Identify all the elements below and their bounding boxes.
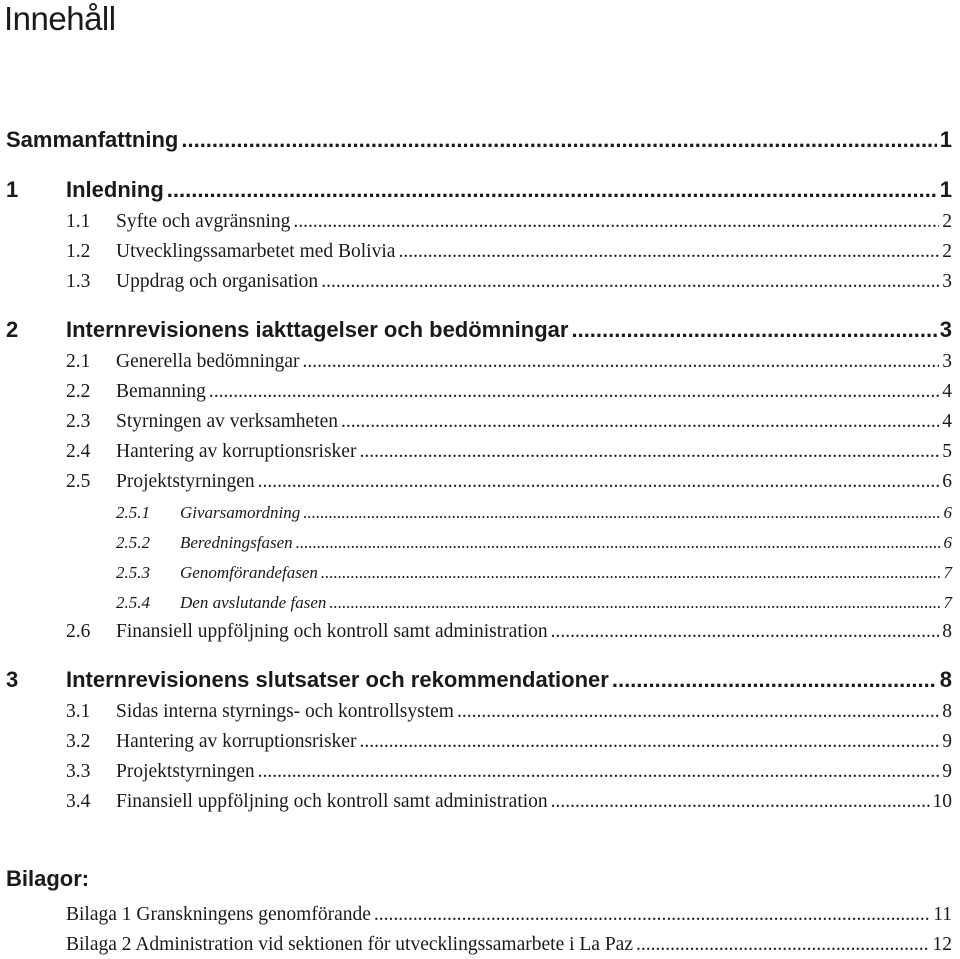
toc-entry-label: Den avslutande fasen xyxy=(180,593,327,612)
toc-leader-dots xyxy=(612,669,937,691)
toc-entry-2-2[interactable] xyxy=(0,371,960,401)
toc-leader-dots xyxy=(341,412,939,432)
appendix-heading: Bilagor: xyxy=(6,866,90,891)
toc-entry-label: Generella bedömningar xyxy=(116,350,300,372)
toc-page-number: 11 xyxy=(933,903,952,925)
toc-entry-2-5-4[interactable] xyxy=(0,581,960,611)
toc-page-number: 4 xyxy=(942,410,952,432)
toc-entry-number: 2.2 xyxy=(66,380,91,402)
toc-page-number: 8 xyxy=(942,700,952,722)
toc-page-number: 5 xyxy=(942,440,952,462)
toc-entry-number: 2.4 xyxy=(66,440,91,462)
page-title: Innehåll xyxy=(4,0,116,37)
toc-page-number: 10 xyxy=(932,790,952,812)
toc-entry-number: 2.6 xyxy=(66,620,91,642)
toc-entry-label: Internrevisionens slutsatser och rekommendationer xyxy=(66,667,609,692)
toc-leader-dots xyxy=(296,534,941,551)
toc-appendix-2[interactable] xyxy=(0,924,960,954)
toc-page-number: 3 xyxy=(942,350,952,372)
toc-entry-2-6[interactable] xyxy=(0,611,960,641)
toc-entry-label: Sammanfattning xyxy=(6,127,179,152)
toc-entry-2-5[interactable] xyxy=(0,461,960,491)
toc-page-number: 1 xyxy=(939,127,952,152)
toc-entry-label: Bemanning xyxy=(116,380,206,402)
toc-entry-2-5-2[interactable] xyxy=(0,521,960,551)
toc-entry-number: 3.3 xyxy=(66,760,91,782)
toc-section-2[interactable] xyxy=(0,311,960,341)
toc-section-3[interactable] xyxy=(0,661,960,691)
toc-page-number: 12 xyxy=(932,933,952,955)
toc-page-number: 7 xyxy=(943,593,952,612)
toc-entry-number: 2.5.1 xyxy=(116,503,150,522)
toc-entry-number: 1.1 xyxy=(66,210,91,232)
toc-entry-label: Internrevisionens iakttagelser och bedömningar xyxy=(66,317,569,342)
toc-page-number: 6 xyxy=(942,470,952,492)
toc-section-1[interactable] xyxy=(0,171,960,201)
toc-entry-1-2[interactable] xyxy=(0,231,960,261)
toc-page-number: 6 xyxy=(943,503,952,522)
toc-entry-number: 3.4 xyxy=(66,790,91,812)
toc-leader-dots xyxy=(359,442,939,462)
toc-entry-label: Hantering av korruptionsrisker xyxy=(116,440,357,462)
toc-entry-2-4[interactable] xyxy=(0,431,960,461)
toc-entry-number: 3.2 xyxy=(66,730,91,752)
toc-entry-number: 2.3 xyxy=(66,410,91,432)
toc-entry-number: 1.3 xyxy=(66,270,91,292)
toc-entry-3-4[interactable] xyxy=(0,781,960,811)
toc-page-number: 2 xyxy=(942,210,952,232)
toc-entry-label: Finansiell uppföljning och kontroll samt administration xyxy=(116,790,548,812)
toc-page-number: 2 xyxy=(942,240,952,262)
toc-entry-label: Styrningen av verksamheten xyxy=(116,410,339,432)
toc-entry-label: Syfte och avgränsning xyxy=(116,210,291,232)
toc-entry-3-3[interactable] xyxy=(0,751,960,781)
toc-entry-2-1[interactable] xyxy=(0,341,960,371)
toc-page-number: 8 xyxy=(939,667,952,692)
toc-entry-label: Beredningsfasen xyxy=(180,533,293,552)
toc-entry-label: Givarsamordning xyxy=(180,503,301,522)
toc-leader-dots xyxy=(258,762,940,782)
toc-page-number: 9 xyxy=(942,730,952,752)
toc-leader-dots xyxy=(258,472,940,492)
toc-entry-number: 2.1 xyxy=(66,350,91,372)
toc-entry-label: Uppdrag och organisation xyxy=(116,270,319,292)
toc-leader-dots xyxy=(167,179,937,201)
toc-leader-dots xyxy=(551,622,940,642)
toc-entry-number: 2.5.4 xyxy=(116,593,150,612)
toc-entry-number: 2.5 xyxy=(66,470,91,492)
toc-entry-label: Genomförandefasen xyxy=(180,563,318,582)
toc-entry-label: Sidas interna styrnings- och kontrollsystem xyxy=(116,700,454,722)
toc-page-number: 7 xyxy=(943,563,952,582)
toc-entry-label: Projektstyrningen xyxy=(116,470,255,492)
toc-entry-label: Inledning xyxy=(66,177,164,202)
toc-entry-number: 3.1 xyxy=(66,700,91,722)
toc-leader-dots xyxy=(551,792,930,812)
toc-page-number: 9 xyxy=(942,760,952,782)
toc-appendix-1[interactable] xyxy=(0,894,960,924)
toc-section-number: 3 xyxy=(6,667,19,692)
toc-leader-dots xyxy=(303,352,940,372)
toc-leader-dots xyxy=(571,319,936,341)
toc-entry-2-3[interactable] xyxy=(0,401,960,431)
toc-entry-label: Projektstyrningen xyxy=(116,760,255,782)
toc-page-number: 4 xyxy=(942,380,952,402)
toc-leader-dots xyxy=(293,212,939,232)
toc-entry-2-5-1[interactable] xyxy=(0,491,960,521)
toc-entry-number: 2.5.3 xyxy=(116,563,150,582)
toc-page-number: 3 xyxy=(939,317,952,342)
toc-leader-dots xyxy=(398,242,939,262)
toc-page-number: 3 xyxy=(942,270,952,292)
toc-leader-dots xyxy=(321,564,941,581)
toc-entry-label: Utvecklingssamarbetet med Bolivia xyxy=(116,240,396,262)
toc-entry-3-2[interactable] xyxy=(0,721,960,751)
toc-leader-dots xyxy=(209,382,939,402)
toc-section-number: 2 xyxy=(6,317,19,342)
toc-page-number: 1 xyxy=(939,177,952,202)
toc-entry-label: Bilaga 1 Granskningens genomförande xyxy=(66,903,371,925)
toc-leader-dots xyxy=(457,702,939,722)
toc-leader-dots xyxy=(321,272,939,292)
toc-entry-summary[interactable] xyxy=(0,121,960,151)
toc-entry-2-5-3[interactable] xyxy=(0,551,960,581)
toc-entry-label: Bilaga 2 Administration vid sektionen för utvecklingssamarbete i La Paz xyxy=(66,933,633,955)
toc-entry-1-3[interactable] xyxy=(0,261,960,291)
toc-section-number: 1 xyxy=(6,177,19,202)
toc-leader-dots xyxy=(374,905,930,925)
toc-entry-number: 1.2 xyxy=(66,240,91,262)
toc-page-number: 8 xyxy=(942,620,952,642)
toc-entry-1-1[interactable] xyxy=(0,201,960,231)
toc-page-number: 6 xyxy=(943,533,952,552)
toc-entry-label: Hantering av korruptionsrisker xyxy=(116,730,357,752)
toc-leader-dots xyxy=(359,732,939,752)
toc-entry-number: 2.5.2 xyxy=(116,533,150,552)
toc-entry-label: Finansiell uppföljning och kontroll samt administration xyxy=(116,620,548,642)
toc-entry-3-1[interactable] xyxy=(0,691,960,721)
toc-leader-dots xyxy=(303,504,940,521)
toc-leader-dots xyxy=(181,129,936,151)
toc-leader-dots xyxy=(329,594,940,611)
toc-leader-dots xyxy=(636,935,930,955)
